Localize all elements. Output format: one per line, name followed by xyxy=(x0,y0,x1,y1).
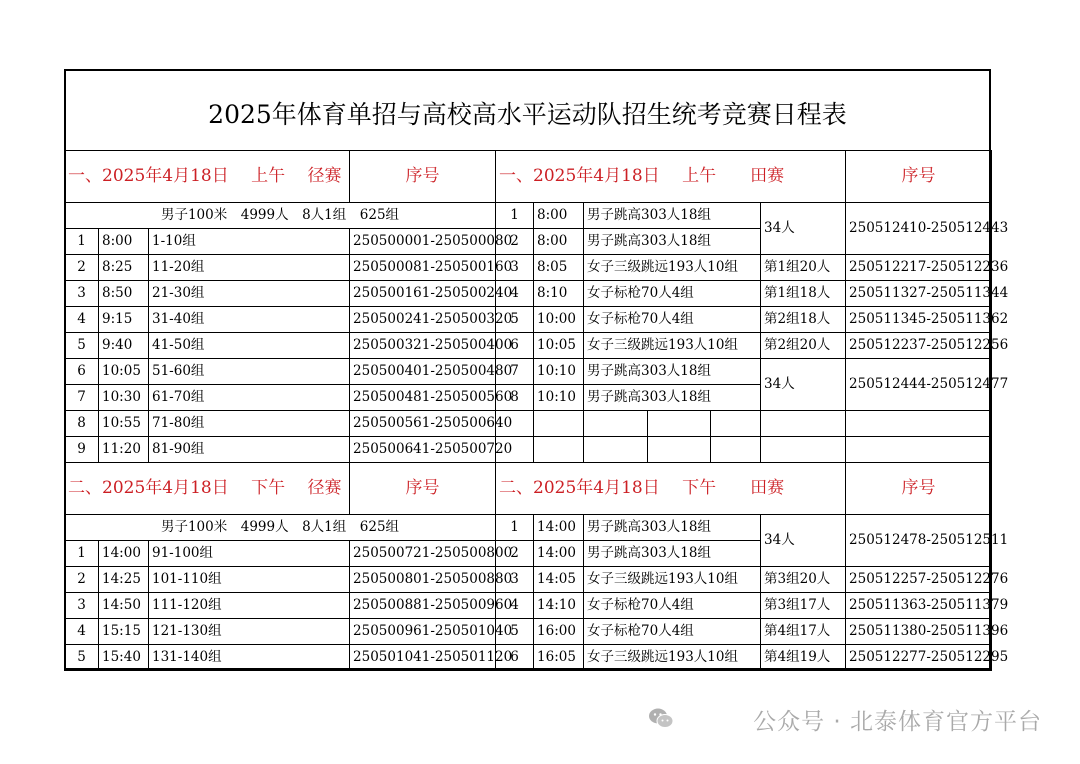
field-time: 16:00 xyxy=(534,619,584,645)
field-no: 3 xyxy=(496,567,534,593)
field-time: 16:05 xyxy=(534,645,584,671)
track-time: 10:05 xyxy=(99,359,149,385)
morning-field-seq-header: 序号 xyxy=(846,151,992,203)
track-groups: 1-10组 xyxy=(149,229,350,255)
empty-cell xyxy=(761,437,846,463)
watermark-text: 公众号 · 北泰体育官方平台 xyxy=(753,709,1042,735)
field-event: 女子标枪70人4组 xyxy=(584,307,761,333)
empty-cell xyxy=(534,411,584,437)
field-seq: 250512410-250512443 xyxy=(846,203,992,255)
track-seq: 250500401-250500480 xyxy=(350,359,496,385)
empty-cell xyxy=(584,437,648,463)
afternoon-schedule-table xyxy=(64,462,1009,671)
afternoon-track-seq-header: 序号 xyxy=(350,463,496,515)
track-groups: 11-20组 xyxy=(149,255,350,281)
track-groups: 41-50组 xyxy=(149,333,350,359)
track-time: 9:40 xyxy=(99,333,149,359)
field-time: 14:05 xyxy=(534,567,584,593)
empty-cell xyxy=(648,411,711,437)
empty-cell xyxy=(711,437,761,463)
field-no: 1 xyxy=(496,515,534,541)
field-group: 34人 xyxy=(761,515,846,567)
field-time: 10:05 xyxy=(534,333,584,359)
afternoon-event-line: 男子100米 4999人 8人1组 625组 xyxy=(65,515,496,541)
track-seq: 250500641-250500720 xyxy=(350,437,496,463)
page-title: 2025年体育单招与高校高水平运动队招生统考竞赛日程表 xyxy=(208,100,847,129)
field-time: 10:10 xyxy=(534,385,584,411)
field-time: 8:00 xyxy=(534,229,584,255)
field-time: 14:00 xyxy=(534,541,584,567)
field-no: 8 xyxy=(496,385,534,411)
field-no: 6 xyxy=(496,333,534,359)
field-no: 1 xyxy=(496,203,534,229)
track-no: 7 xyxy=(65,385,99,411)
field-time: 8:10 xyxy=(534,281,584,307)
track-seq: 250500001-250500080 xyxy=(350,229,496,255)
track-groups: 111-120组 xyxy=(149,593,350,619)
field-seq: 250512478-250512511 xyxy=(846,515,992,567)
track-groups: 121-130组 xyxy=(149,619,350,645)
field-seq: 250512237-250512256 xyxy=(846,333,992,359)
field-seq: 250512257-250512276 xyxy=(846,567,992,593)
field-event: 女子三级跳远193人10组 xyxy=(584,255,761,281)
track-no: 2 xyxy=(65,567,99,593)
track-no: 4 xyxy=(65,619,99,645)
field-seq: 250512277-250512295 xyxy=(846,645,992,671)
field-group: 第2组18人 xyxy=(761,307,846,333)
morning-schedule-table xyxy=(64,150,1009,463)
track-seq: 250500161-250500240 xyxy=(350,281,496,307)
field-group: 第1组20人 xyxy=(761,255,846,281)
track-groups: 31-40组 xyxy=(149,307,350,333)
track-time: 15:40 xyxy=(99,645,149,671)
field-no: 7 xyxy=(496,359,534,385)
track-time: 9:15 xyxy=(99,307,149,333)
track-time: 8:50 xyxy=(99,281,149,307)
track-groups: 101-110组 xyxy=(149,567,350,593)
morning-field-header: 一、2025年4月18日 上午 田赛 xyxy=(496,151,846,203)
track-time: 8:00 xyxy=(99,229,149,255)
track-no: 9 xyxy=(65,437,99,463)
empty-cell xyxy=(584,411,648,437)
track-no: 1 xyxy=(65,541,99,567)
track-no: 2 xyxy=(65,255,99,281)
field-time: 10:10 xyxy=(534,359,584,385)
field-group: 34人 xyxy=(761,203,846,255)
field-time: 14:00 xyxy=(534,515,584,541)
field-no: 3 xyxy=(496,255,534,281)
track-groups: 21-30组 xyxy=(149,281,350,307)
field-event: 女子标枪70人4组 xyxy=(584,281,761,307)
field-time: 10:00 xyxy=(534,307,584,333)
track-seq: 250500881-250500960 xyxy=(350,593,496,619)
field-event: 女子标枪70人4组 xyxy=(584,593,761,619)
field-group: 34人 xyxy=(761,359,846,411)
track-time: 8:25 xyxy=(99,255,149,281)
field-group: 第4组19人 xyxy=(761,645,846,671)
field-event: 男子跳高303人18组 xyxy=(584,359,761,385)
morning-track-header: 一、2025年4月18日 上午 径赛 xyxy=(65,151,350,203)
field-no: 2 xyxy=(496,229,534,255)
empty-cell xyxy=(648,437,711,463)
wechat-icon xyxy=(648,707,674,729)
field-no: 6 xyxy=(496,645,534,671)
track-no: 5 xyxy=(65,333,99,359)
track-seq: 250501041-250501120 xyxy=(350,645,496,671)
field-no: 5 xyxy=(496,619,534,645)
field-group: 第1组18人 xyxy=(761,281,846,307)
title-box xyxy=(64,69,991,149)
track-no: 4 xyxy=(65,307,99,333)
track-seq: 250500481-250500560 xyxy=(350,385,496,411)
track-seq: 250500321-250500400 xyxy=(350,333,496,359)
field-time: 14:10 xyxy=(534,593,584,619)
track-time: 14:25 xyxy=(99,567,149,593)
track-no: 1 xyxy=(65,229,99,255)
track-time: 11:20 xyxy=(99,437,149,463)
field-event: 女子三级跳远193人10组 xyxy=(584,333,761,359)
track-seq: 250500241-250500320 xyxy=(350,307,496,333)
track-groups: 61-70组 xyxy=(149,385,350,411)
afternoon-track-header: 二、2025年4月18日 下午 径赛 xyxy=(65,463,350,515)
track-no: 3 xyxy=(65,593,99,619)
field-seq: 250512444-250512477 xyxy=(846,359,992,411)
track-seq: 250500561-250500640 xyxy=(350,411,496,437)
field-event: 男子跳高303人18组 xyxy=(584,385,761,411)
field-no: 4 xyxy=(496,281,534,307)
field-seq: 250511327-250511344 xyxy=(846,281,992,307)
track-no: 3 xyxy=(65,281,99,307)
field-time: 8:05 xyxy=(534,255,584,281)
track-groups: 81-90组 xyxy=(149,437,350,463)
field-event: 女子三级跳远193人10组 xyxy=(584,567,761,593)
track-time: 14:00 xyxy=(99,541,149,567)
field-no: 2 xyxy=(496,541,534,567)
field-no: 5 xyxy=(496,307,534,333)
empty-cell xyxy=(846,411,992,437)
field-group: 第3组20人 xyxy=(761,567,846,593)
field-group: 第2组20人 xyxy=(761,333,846,359)
afternoon-field-header: 二、2025年4月18日 下午 田赛 xyxy=(496,463,846,515)
track-seq: 250500721-250500800 xyxy=(350,541,496,567)
field-event: 男子跳高303人18组 xyxy=(584,515,761,541)
empty-cell xyxy=(846,437,992,463)
track-groups: 131-140组 xyxy=(149,645,350,671)
track-no: 5 xyxy=(65,645,99,671)
afternoon-field-seq-header: 序号 xyxy=(846,463,992,515)
track-no: 6 xyxy=(65,359,99,385)
track-seq: 250500081-250500160 xyxy=(350,255,496,281)
track-seq: 250500801-250500880 xyxy=(350,567,496,593)
track-no: 8 xyxy=(65,411,99,437)
field-group: 第4组17人 xyxy=(761,619,846,645)
track-time: 15:15 xyxy=(99,619,149,645)
track-groups: 51-60组 xyxy=(149,359,350,385)
track-time: 10:55 xyxy=(99,411,149,437)
field-event: 男子跳高303人18组 xyxy=(584,203,761,229)
field-event: 女子三级跳远193人10组 xyxy=(584,645,761,671)
empty-cell xyxy=(761,411,846,437)
field-event: 女子标枪70人4组 xyxy=(584,619,761,645)
field-no: 4 xyxy=(496,593,534,619)
track-groups: 71-80组 xyxy=(149,411,350,437)
field-seq: 250511345-250511362 xyxy=(846,307,992,333)
empty-cell xyxy=(711,411,761,437)
field-seq: 250511380-250511396 xyxy=(846,619,992,645)
track-seq: 250500961-250501040 xyxy=(350,619,496,645)
morning-event-line: 男子100米 4999人 8人1组 625组 xyxy=(65,203,496,229)
field-time: 8:00 xyxy=(534,203,584,229)
track-time: 10:30 xyxy=(99,385,149,411)
field-group: 第3组17人 xyxy=(761,593,846,619)
field-seq: 250512217-250512236 xyxy=(846,255,992,281)
field-event: 男子跳高303人18组 xyxy=(584,229,761,255)
track-time: 14:50 xyxy=(99,593,149,619)
field-seq: 250511363-250511379 xyxy=(846,593,992,619)
field-event: 男子跳高303人18组 xyxy=(584,541,761,567)
empty-cell xyxy=(534,437,584,463)
morning-track-seq-header: 序号 xyxy=(350,151,496,203)
track-groups: 91-100组 xyxy=(149,541,350,567)
